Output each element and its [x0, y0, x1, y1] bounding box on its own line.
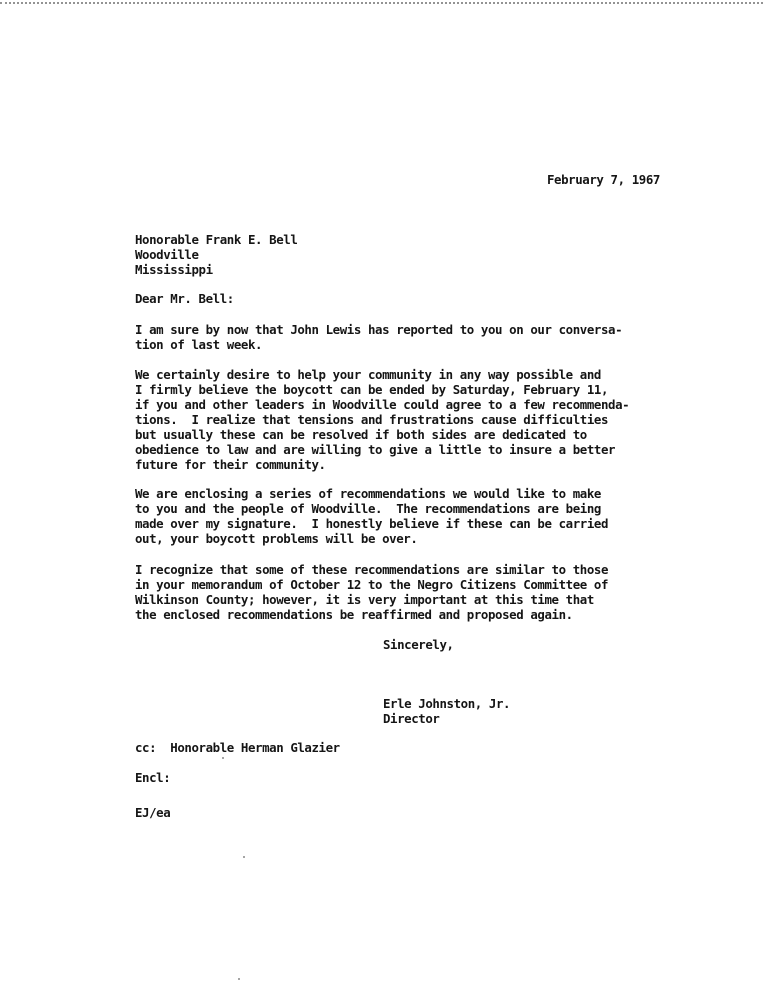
cc-line: cc: Honorable Herman Glazier [135, 740, 340, 755]
recipient-address [135, 232, 297, 277]
paragraph-line: the enclosed recommendations be reaffirmed and proposed again. [135, 607, 573, 622]
closing-text: Sincerely, [383, 637, 454, 652]
paragraph-line: tion of last week. [135, 337, 263, 352]
signature-block [383, 696, 510, 726]
paragraph-line: I am sure by now that John Lewis has reported to you on our conversa- [135, 322, 623, 337]
paragraph-line: future for their community. [135, 457, 326, 472]
paragraph-line: Wilkinson County; however, it is very important at this time that [135, 592, 594, 607]
page-top-edge [0, 2, 763, 7]
paragraph-line: made over my signature. I honestly believe if these can be carried [135, 516, 609, 531]
scan-speck [222, 757, 224, 759]
paragraph-line: We certainly desire to help your community in any way possible and [135, 367, 601, 382]
signer-title: Director [383, 711, 440, 726]
scan-speck [238, 978, 240, 980]
paragraph-line: in your memorandum of October 12 to the Negro Citizens Committee of [135, 577, 609, 592]
paragraph-1 [135, 322, 622, 352]
salutation: Dear Mr. Bell: [135, 291, 234, 306]
recipient-state: Mississippi [135, 262, 213, 277]
reference-initials: EJ/ea [135, 805, 171, 820]
recipient-name: Honorable Frank E. Bell [135, 232, 298, 247]
paragraph-line: obedience to law and are willing to give a little to insure a better [135, 442, 616, 457]
paragraph-line: We are enclosing a series of recommendations we would like to make [135, 486, 601, 501]
paragraph-line: out, your boycott problems will be over. [135, 531, 418, 546]
paragraph-line: but usually these can be resolved if both sides are dedicated to [135, 427, 587, 442]
signer-name: Erle Johnston, Jr. [383, 696, 511, 711]
paragraph-line: if you and other leaders in Woodville could agree to a few recommenda- [135, 397, 630, 412]
letter-date: February 7, 1967 [547, 172, 660, 187]
enclosure-line: Encl: [135, 770, 171, 785]
paragraph-line: tions. I realize that tensions and frustrations cause difficulties [135, 412, 609, 427]
scan-speck [243, 856, 245, 858]
complimentary-close [383, 637, 454, 652]
paragraph-4 [135, 562, 608, 622]
paragraph-line: to you and the people of Woodville. The recommendations are being [135, 501, 601, 516]
paragraph-3 [135, 486, 608, 546]
recipient-city: Woodville [135, 247, 199, 262]
paragraph-line: I firmly believe the boycott can be ended by Saturday, February 11, [135, 382, 609, 397]
paragraph-line: I recognize that some of these recommendations are similar to those [135, 562, 609, 577]
paragraph-2 [135, 367, 629, 472]
